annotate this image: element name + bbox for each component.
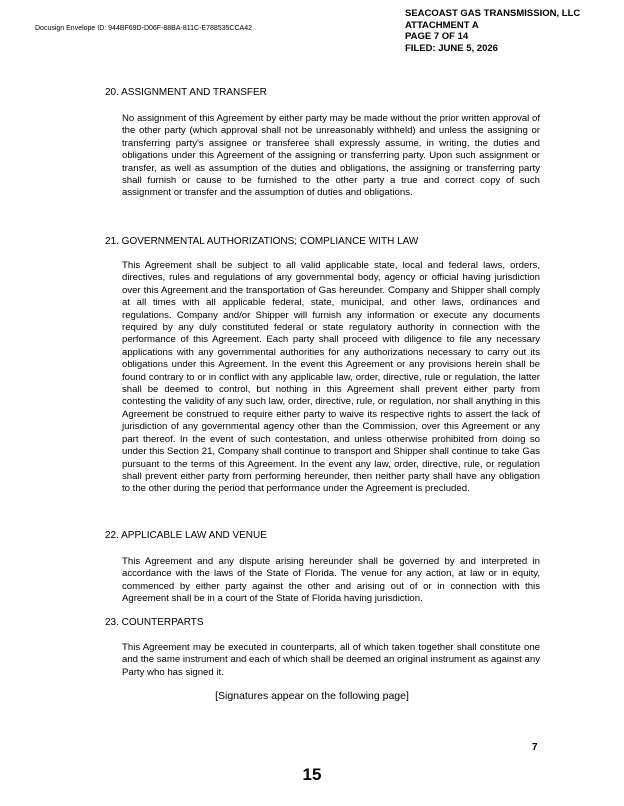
filing-attachment: ATTACHMENT A	[405, 19, 479, 31]
filing-date: FILED: JUNE 5, 2026	[405, 42, 498, 54]
section-20-heading: 20. ASSIGNMENT AND TRANSFER	[105, 87, 267, 98]
section-22-body: This Agreement and any dispute arising hereunder shall be governed by and interpreted in accordance with the laws of the State of Florida. The venue for any action, at law or in equity, commenced by either party against the other and arising out of or in connection with this Agreement shall be in a court of the State of Florida having jurisdiction.	[122, 556, 540, 605]
section-23-body: This Agreement may be executed in counterparts, all of which taken together shall constitute one and the same instrument and each of which shall be deemed an original instrument as against any Party who has signed it.	[122, 642, 540, 678]
signature-note: [Signatures appear on the following page]	[215, 690, 409, 702]
page-number: 7	[532, 742, 538, 753]
section-22-heading: 22. APPLICABLE LAW AND VENUE	[105, 530, 267, 541]
footer-page-number: 15	[302, 765, 322, 784]
filing-header	[405, 8, 580, 54]
section-20-body: No assignment of this Agreement by either party may be made without the prior written approval of the other party (which approval shall not be unreasonably withheld) and unless the assigning or transferring party's assignee or transferee shall expressly assume, in writing, the duties and obligations under this Agreement of the assigning or transferring party. Upon such assignment or transfer, as well as assumption of the duties and obligations, the assigning or transferring party shall furnish or cause to be furnished to the other party a true and correct copy of such assignment or transfer and the assumption of duties and obligations.	[122, 113, 540, 199]
section-23-heading: 23. COUNTERPARTS	[105, 617, 204, 628]
section-21-heading: 21. GOVERNMENTAL AUTHORIZATIONS; COMPLIANCE WITH LAW	[105, 236, 419, 247]
section-21-body: This Agreement shall be subject to all valid applicable state, local and federal laws, orders, directives, rules and regulations of any governmental body, agency or official having jurisdiction over this Agreement and the transportation of Gas hereunder. Company and Shipper shall comply at all times with all applicable federal, state, municipal, and other laws, ordinances and regulations. Company and/or Shipper will furnish any information or execute any documents required by any duly constituted federal or state regulatory authority in connection with the performance of this Agreement. Each party shall proceed with diligence to file any necessary applications with any governmental authorities for any authorizations necessary to carry out its obligations under this Agreement. In the event this Agreement or any provisions herein shall be found contrary to or in conflict with any applicable law, order, directive, rule or regulation, the latter shall be deemed to control, but nothing in this Agreement shall prevent either party from contesting the validity of any such law, order, directive, rule, or regulation, nor shall anything in this Agreement be construed to require either party to waive its respective rights to assert the lack of jurisdiction of any governmental agency other than the Commission, over this Agreement or any part thereof. In the event of such contestation, and unless otherwise prohibited from doing so under this Section 21, Company shall continue to transport and Shipper shall continue to take Gas pursuant to the terms of this Agreement. In the event any law, order, directive, rule, or regulation shall prevent either party from performing hereunder, then neither party shall have any obligation to the other during the period that performance under the Agreement is precluded.	[122, 260, 540, 495]
filing-company: SEACOAST GAS TRANSMISSION, LLC	[405, 8, 581, 19]
docusign-envelope-id: Docusign Envelope ID: 944BF69D-D06F-88BA-811C-E788535CCA42	[35, 25, 252, 32]
filing-page: PAGE 7 OF 14	[405, 31, 469, 42]
